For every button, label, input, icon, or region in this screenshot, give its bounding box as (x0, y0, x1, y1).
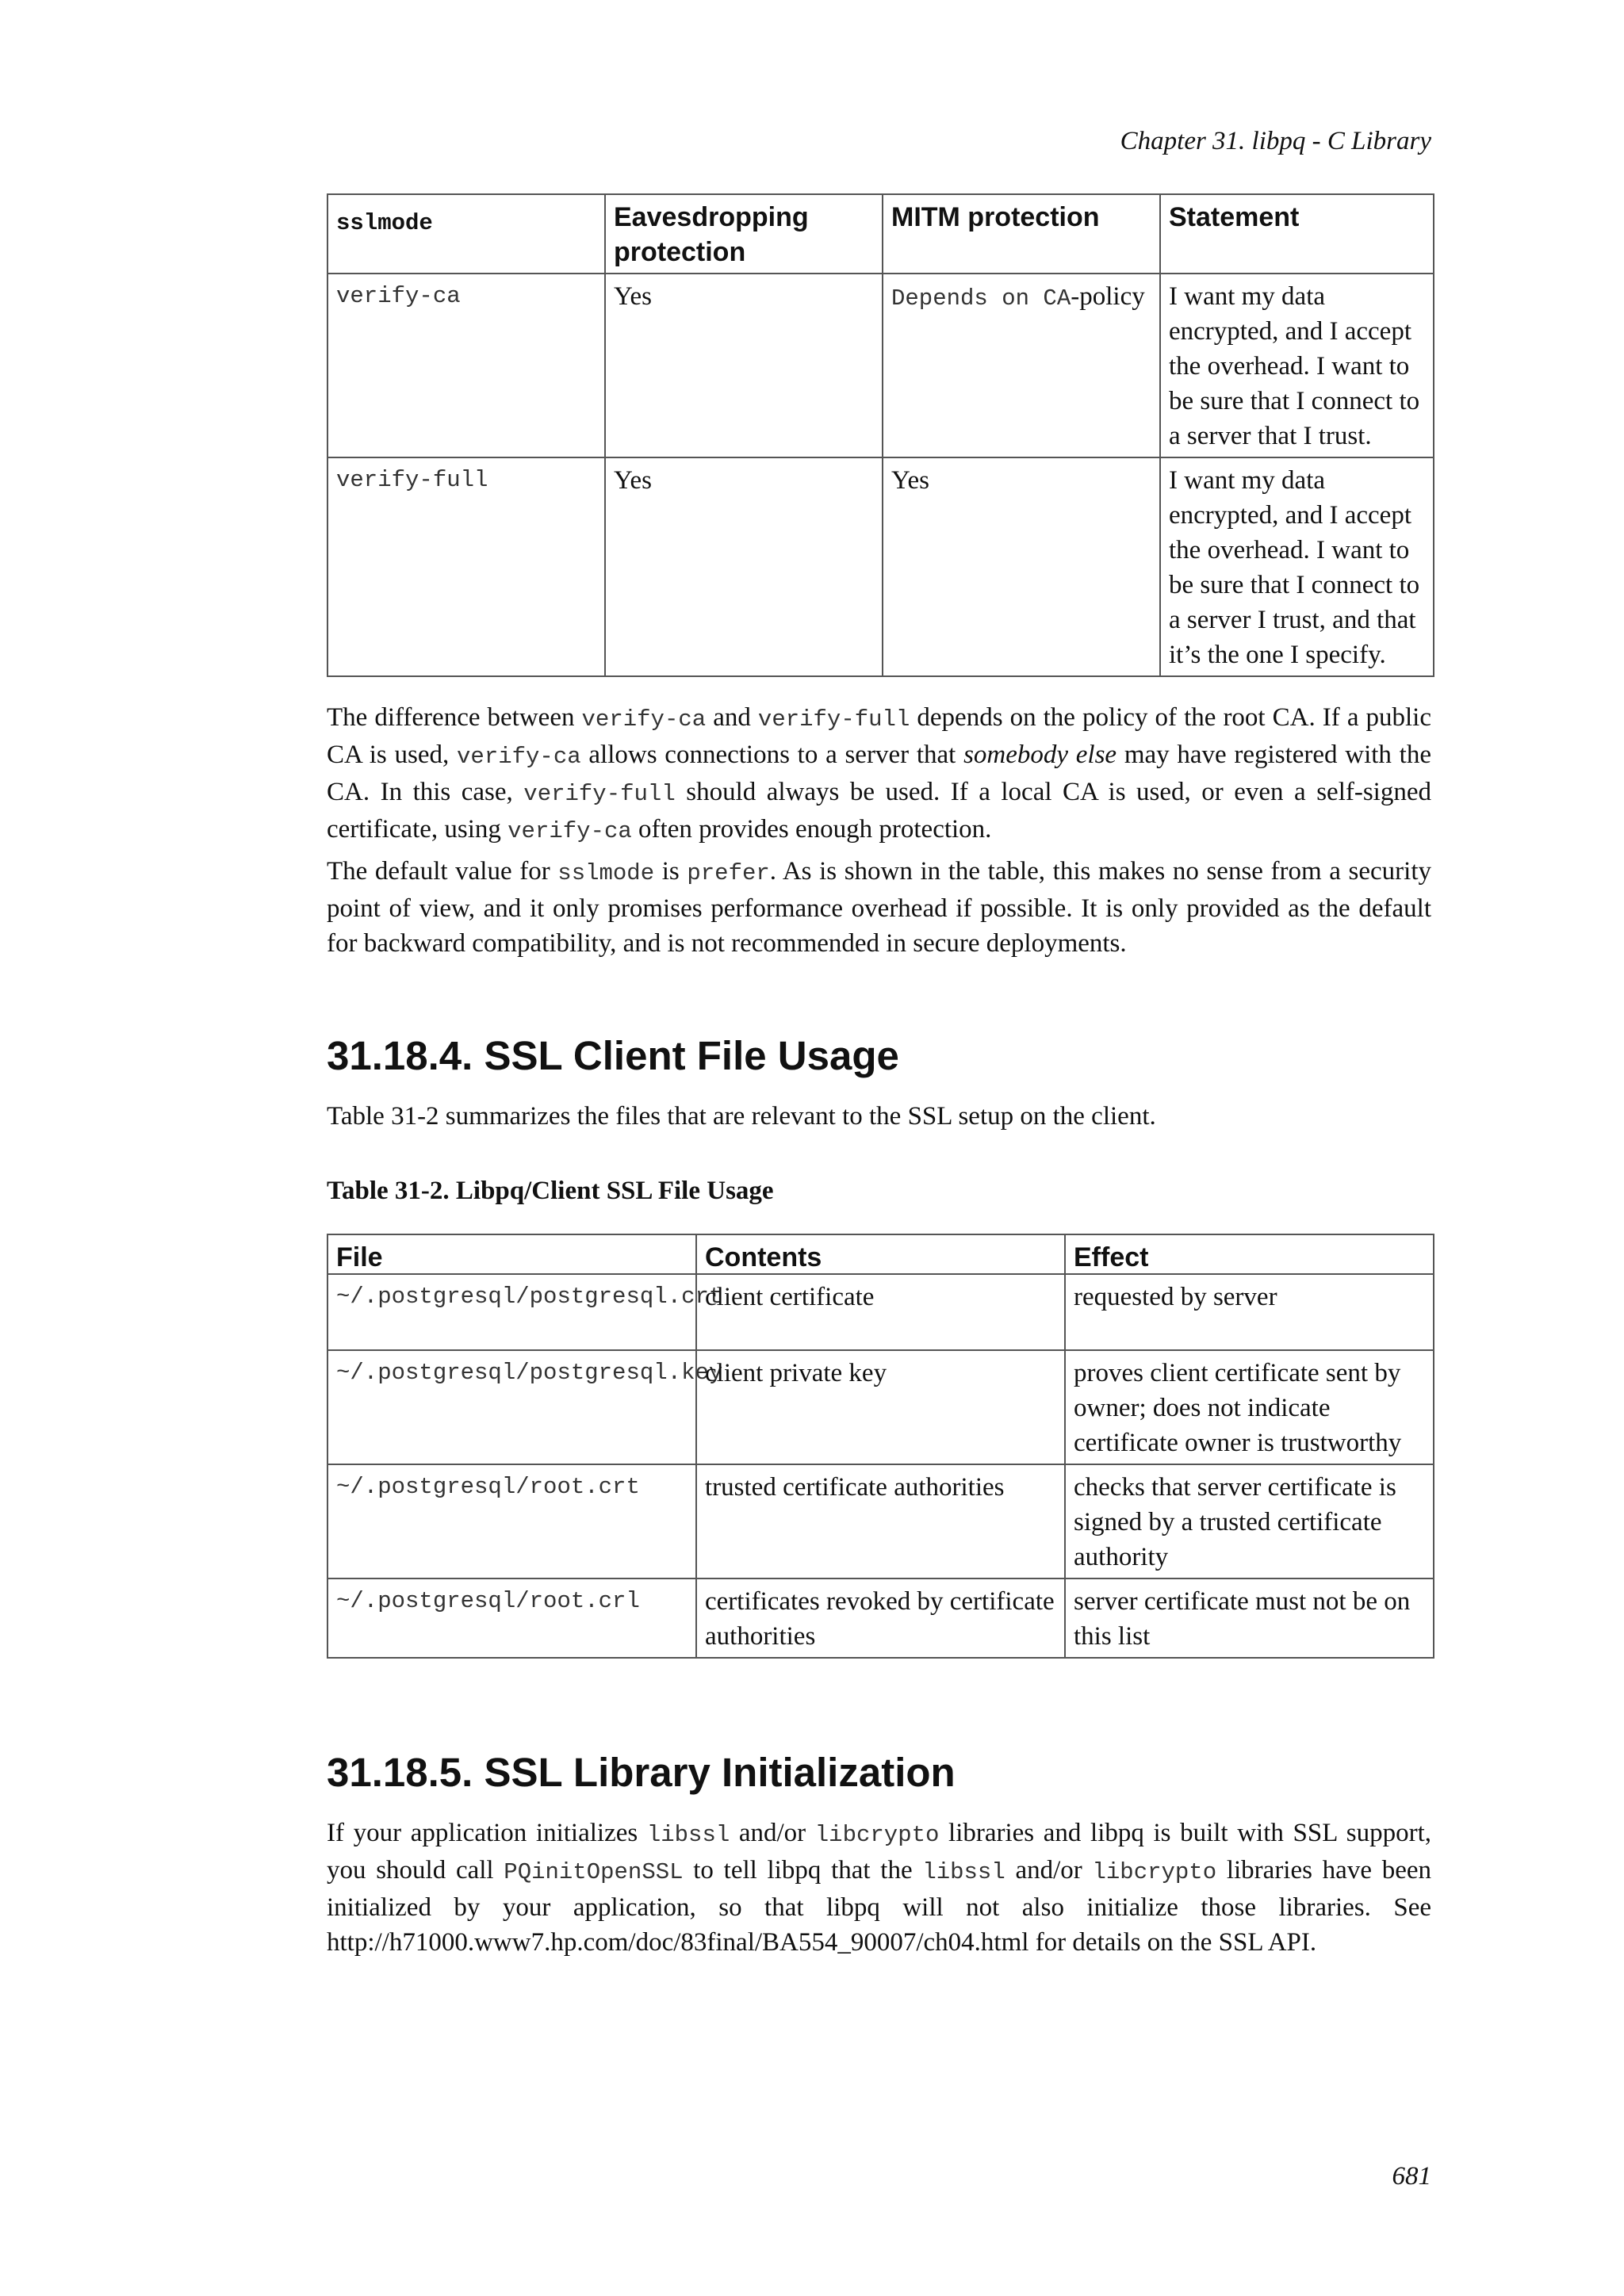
text-run: depends on the policy of the root CA. If a public CA is used, (327, 703, 1431, 769)
statement-cell: I want my data encrypted, and I accept the overhead. I want to be sure that I connect to a server that I trust. (1160, 274, 1434, 457)
inline-code: verify-ca (508, 818, 632, 844)
table-row (327, 1350, 1434, 1464)
mitm-code: Depends on CA (891, 285, 1071, 312)
column-header: Contents (696, 1234, 1065, 1274)
contents-cell: trusted certificate authorities (696, 1464, 1065, 1578)
paragraph-library-init (327, 1816, 1431, 1960)
table-row (327, 1274, 1434, 1350)
inline-code: libssl (922, 1859, 1005, 1885)
effect-cell: checks that server certificate is signed by a trusted certificate authority (1065, 1464, 1434, 1578)
section-intro: Table 31-2 summarizes the files that are relevant to the SSL setup on the client. (327, 1102, 1156, 1131)
text-run: libraries and libpq is built with SSL support, you should call (327, 1819, 1431, 1885)
sslmode-cell: verify-ca (327, 274, 605, 457)
table-header-row (327, 1234, 1434, 1274)
effect-cell: proves client certificate sent by owner; does not indicate certificate owner is trustworthy (1065, 1350, 1434, 1464)
file-cell: ~/.postgresql/root.crt (327, 1464, 696, 1578)
column-header: Effect (1065, 1234, 1434, 1274)
paragraph-verify-difference (327, 700, 1431, 849)
file-cell: ~/.postgresql/root.crl (327, 1578, 696, 1658)
inline-code: PQinitOpenSSL (504, 1859, 684, 1885)
text-run: and/or (730, 1819, 815, 1847)
mitm-cell (883, 457, 1160, 676)
table-row (327, 274, 1434, 457)
column-header: File (327, 1234, 696, 1274)
eavesdropping-cell: Yes (605, 457, 883, 676)
column-header: sslmode (327, 194, 605, 274)
inline-code: verify-full (757, 706, 910, 733)
text-run: The difference between (327, 703, 582, 732)
inline-code: libcrypto (814, 1822, 940, 1848)
emphasis: somebody else (963, 740, 1117, 769)
page-number: 681 (1392, 2162, 1431, 2191)
text-run: libraries have been initialized by your application, so that libpq will not also initialize those libraries. See http://h71000.www7.hp.com/doc/83final/BA554_90007/ch04.html for details on the SSL API. (327, 1856, 1431, 1957)
inline-code: prefer (687, 860, 770, 886)
section-heading: 31.18.5. SSL Library Initialization (327, 1750, 956, 1795)
text-run: often provides enough protection. (631, 815, 992, 844)
inline-code: sslmode (557, 860, 655, 886)
section-heading: 31.18.4. SSL Client File Usage (327, 1033, 899, 1078)
text-run: to tell libpq that the (683, 1856, 923, 1885)
table-header-row (327, 194, 1434, 274)
client-ssl-file-table (327, 1234, 1434, 1659)
inline-code: verify-ca (581, 706, 707, 733)
effect-cell: server certificate must not be on this list (1065, 1578, 1434, 1658)
text-run: and (706, 703, 758, 732)
column-header: MITM protection (883, 194, 1160, 274)
inline-code: verify-full (523, 781, 676, 807)
column-header: Eavesdropping protection (605, 194, 883, 274)
table-row (327, 1464, 1434, 1578)
contents-cell: certificates revoked by certificate authorities (696, 1578, 1065, 1658)
contents-cell: client private key (696, 1350, 1065, 1464)
text-run: should always be used. If a local CA is used, or even a self-signed certificate, using (327, 778, 1431, 844)
mitm-cell (883, 274, 1160, 457)
sslmode-table (327, 193, 1434, 677)
mitm-suffix: -policy (1071, 282, 1145, 311)
file-cell: ~/.postgresql/postgresql.crt (327, 1274, 696, 1350)
column-header: Statement (1160, 194, 1434, 274)
table-row (327, 457, 1434, 676)
inline-code: libssl (646, 1822, 730, 1848)
text-run: If your application initializes (327, 1819, 647, 1847)
paragraph-default-sslmode (327, 854, 1431, 961)
mitm-suffix: Yes (891, 466, 930, 495)
sslmode-cell: verify-full (327, 457, 605, 676)
contents-cell: client certificate (696, 1274, 1065, 1350)
inline-code: libcrypto (1092, 1859, 1217, 1885)
eavesdropping-cell: Yes (605, 274, 883, 457)
text-run: is (654, 857, 688, 886)
text-run: The default value for (327, 857, 558, 886)
statement-cell: I want my data encrypted, and I accept the overhead. I want to be sure that I connect to a server I trust, and that it’s the one I specify. (1160, 457, 1434, 676)
table-row (327, 1578, 1434, 1658)
text-run: . As is shown in the table, this makes no sense from a security point of view, and it only promises performance overhead if possible. It is only provided as the default for backward compatibility, and is not recommended in secure deployments. (327, 857, 1432, 958)
text-run: and/or (1005, 1856, 1093, 1885)
table-title: Table 31-2. Libpq/Client SSL File Usage (327, 1177, 774, 1205)
inline-code: verify-ca (457, 744, 581, 770)
text-run: allows connections to a server that (580, 740, 964, 769)
running-header: Chapter 31. libpq - C Library (1120, 127, 1431, 155)
text-run: may have registered with the CA. In this case, (327, 740, 1431, 806)
file-cell: ~/.postgresql/postgresql.key (327, 1350, 696, 1464)
effect-cell: requested by server (1065, 1274, 1434, 1350)
